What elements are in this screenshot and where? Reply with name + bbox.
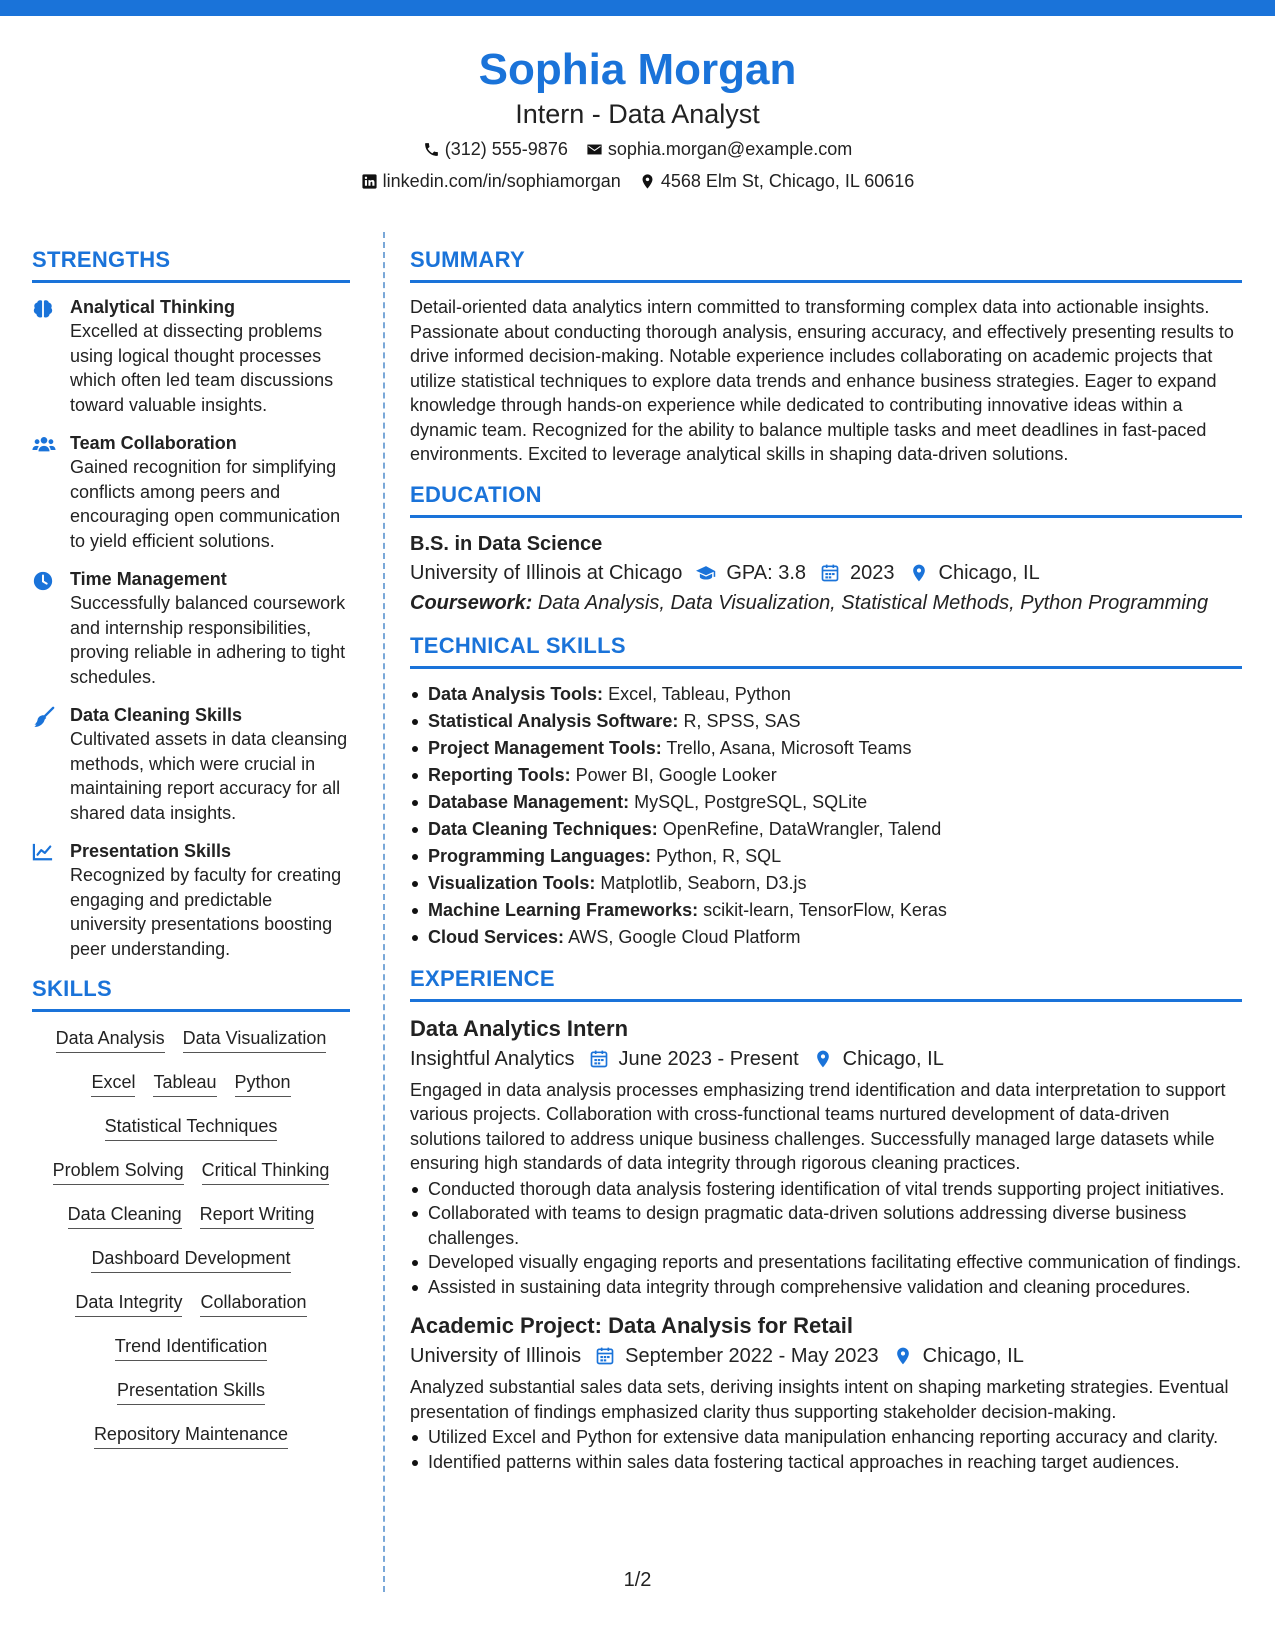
map-pin-icon xyxy=(813,1049,833,1069)
map-pin-icon xyxy=(909,563,929,583)
list-item: Developed visually engaging reports and presentations facilitating effective communication of findings. xyxy=(410,1250,1242,1275)
skill-tag: Problem Solving xyxy=(53,1158,184,1185)
right-column xyxy=(410,246,1242,1488)
top-accent-bar xyxy=(0,0,1275,16)
tech-skill-value: scikit-learn, TensorFlow, Keras xyxy=(703,899,947,920)
graduation-cap-icon xyxy=(696,563,716,583)
tech-skill-value: R, SPSS, SAS xyxy=(683,710,801,731)
summary-text: Detail-oriented data analytics intern committed to transforming complex data into actionable insights. Passionate about conducting thorough analysis, ensuring accuracy, and effectively presenting results to drive informed decision-making. Notable experience includes collaborating on academic projects that utilize statistical techniques to explore data trends and enhance business strategies. Eager to expand knowledge through hands-on experience while dedicated to contributing innovative ideas within a dynamic team. Recognized for the ability to balance multiple tasks and meet deadlines in fast-paced environments. Excited to leverage analytical skills in shaping data-driven solutions. xyxy=(410,297,1234,464)
skill-row xyxy=(32,1026,350,1053)
strength-item xyxy=(32,431,350,553)
strength-title: Data Cleaning Skills xyxy=(70,705,243,725)
skill-tag: Repository Maintenance xyxy=(94,1422,288,1449)
list-item xyxy=(410,762,1242,789)
tech-skill-value: OpenRefine, DataWrangler, Talend xyxy=(662,818,942,839)
job-title: Academic Project: Data Analysis for Retail xyxy=(410,1313,854,1338)
skill-row xyxy=(32,1334,350,1361)
skill-tag: Presentation Skills xyxy=(117,1378,265,1405)
tech-skill-value: Python, R, SQL xyxy=(656,845,782,866)
skill-tag: Data Visualization xyxy=(183,1026,327,1053)
linkedin-contact[interactable] xyxy=(361,166,621,196)
strength-item xyxy=(32,703,350,825)
list-item: Conducted thorough data analysis fostering identification of vital trends supporting project initiatives. xyxy=(410,1177,1242,1202)
linkedin-icon xyxy=(361,173,378,190)
strength-desc: Excelled at dissecting problems using logical thought processes which often led team discussions toward valuable insights. xyxy=(70,321,334,415)
education-degree: B.S. in Data Science xyxy=(410,532,603,555)
skills-list xyxy=(32,1026,350,1449)
strength-desc: Recognized by faculty for creating engaging and predictable university presentations boosting peer understanding. xyxy=(70,865,342,959)
list-item xyxy=(410,816,1242,843)
skills-title: SKILLS xyxy=(32,975,350,1012)
experience-title: EXPERIENCE xyxy=(410,965,1242,1002)
tech-skill-label: Project Management Tools: xyxy=(428,737,662,758)
envelope-icon xyxy=(586,141,603,158)
phone-text: (312) 555-9876 xyxy=(444,139,568,159)
education-meta xyxy=(410,558,1242,588)
strength-desc: Gained recognition for simplifying conflicts among peers and encouraging open communication to yield efficient solutions. xyxy=(70,457,341,551)
strength-desc: Successfully balanced coursework and internship responsibilities, proving reliable in adhering to tight schedules. xyxy=(70,593,346,687)
candidate-name: Sophia Morgan xyxy=(478,45,797,94)
email-contact[interactable] xyxy=(586,134,852,164)
summary-section xyxy=(410,246,1242,467)
job-entry xyxy=(410,1014,1242,1300)
clock-icon xyxy=(32,570,54,592)
list-item xyxy=(410,789,1242,816)
summary-title: SUMMARY xyxy=(410,246,1242,283)
strengths-title: STRENGTHS xyxy=(32,246,350,283)
skill-tag: Collaboration xyxy=(200,1290,306,1317)
skill-tag: Statistical Techniques xyxy=(105,1114,278,1141)
job-description: Engaged in data analysis processes emphasizing trend identification and data interpretation to support various projects. Collaboration with cross-functional teams nurtured development of data-driven solutions tailored to address unique business challenges. Successfully managed large datasets while ensuring high standards of data integrity through rigorous cleaning practices. xyxy=(410,1079,1226,1173)
strength-title: Team Collaboration xyxy=(70,433,237,453)
education-coursework xyxy=(410,588,1242,618)
address-contact xyxy=(639,166,915,196)
skill-tag: Trend Identification xyxy=(115,1334,267,1361)
list-item xyxy=(410,843,1242,870)
job-meta xyxy=(410,1044,1242,1074)
skill-tag: Data Cleaning xyxy=(68,1202,182,1229)
technical-skills-list xyxy=(410,681,1242,951)
job-dates: September 2022 - May 2023 xyxy=(625,1345,879,1367)
page-number: 1/2 xyxy=(623,1569,652,1591)
skill-tag: Excel xyxy=(91,1070,135,1097)
skill-tag: Dashboard Development xyxy=(91,1246,290,1273)
strength-desc: Cultivated assets in data cleansing methods, which were crucial in maintaining report accuracy for all shared data insights. xyxy=(70,729,348,823)
skill-row xyxy=(32,1202,350,1229)
skill-row xyxy=(32,1422,350,1449)
tech-skill-label: Statistical Analysis Software: xyxy=(428,710,679,731)
technical-skills-title: TECHNICAL SKILLS xyxy=(410,632,1242,669)
calendar-icon xyxy=(595,1346,615,1366)
column-divider xyxy=(383,232,385,1592)
calendar-icon xyxy=(820,563,840,583)
education-location: Chicago, IL xyxy=(938,561,1040,584)
phone-contact xyxy=(423,134,568,164)
job-entry xyxy=(410,1311,1242,1474)
list-item xyxy=(410,708,1242,735)
tech-skill-value: Trello, Asana, Microsoft Teams xyxy=(666,737,912,758)
education-year: 2023 xyxy=(850,561,895,584)
list-item xyxy=(410,870,1242,897)
list-item: Assisted in sustaining data integrity through comprehensive validation and cleaning procedures. xyxy=(410,1275,1242,1300)
tech-skill-label: Cloud Services: xyxy=(428,926,565,947)
left-column xyxy=(32,246,350,1466)
strength-item xyxy=(32,839,350,961)
list-item: Identified patterns within sales data fostering tactical approaches in reaching target audiences. xyxy=(410,1450,1242,1475)
skill-row xyxy=(32,1378,350,1405)
job-company: Insightful Analytics xyxy=(410,1047,575,1070)
technical-skills-section xyxy=(410,632,1242,951)
coursework-text: Data Analysis, Data Visualization, Statistical Methods, Python Programming xyxy=(537,591,1209,614)
tech-skill-label: Data Cleaning Techniques: xyxy=(428,818,658,839)
strength-item xyxy=(32,567,350,689)
job-title: Data Analytics Intern xyxy=(410,1015,629,1041)
job-bullets xyxy=(410,1177,1242,1300)
job-description: Analyzed substantial sales data sets, deriving insights intent on shaping marketing strategies. Eventual presentation of findings emphasized clarity thus supporting stakeholder decision-making. xyxy=(410,1377,1229,1422)
contact-row-1 xyxy=(0,134,1275,164)
tech-skill-label: Data Analysis Tools: xyxy=(428,683,604,704)
tech-skill-value: MySQL, PostgreSQL, SQLite xyxy=(634,791,868,812)
job-meta xyxy=(410,1341,1242,1371)
candidate-role: Intern - Data Analyst xyxy=(515,99,760,129)
address-text: 4568 Elm St, Chicago, IL 60616 xyxy=(660,171,915,191)
skill-tag: Report Writing xyxy=(200,1202,315,1229)
list-item xyxy=(410,735,1242,762)
phone-icon xyxy=(423,141,440,158)
strength-title: Analytical Thinking xyxy=(70,297,236,317)
skill-tag: Data Analysis xyxy=(56,1026,165,1053)
list-item xyxy=(410,681,1242,708)
skill-row xyxy=(32,1114,350,1141)
tech-skill-label: Reporting Tools: xyxy=(428,764,571,785)
email-text[interactable]: sophia.morgan@example.com xyxy=(607,139,853,159)
education-school: University of Illinois at Chicago xyxy=(410,561,683,584)
education-title: EDUCATION xyxy=(410,481,1242,518)
education-gpa: GPA: 3.8 xyxy=(726,561,807,584)
experience-section xyxy=(410,965,1242,1475)
list-item: Collaborated with teams to design pragmatic data-driven solutions addressing diverse business challenges. xyxy=(410,1201,1242,1250)
chart-line-icon xyxy=(32,842,54,862)
skill-tag: Python xyxy=(235,1070,291,1097)
job-bullets xyxy=(410,1425,1242,1474)
job-dates: June 2023 - Present xyxy=(618,1047,799,1070)
broom-icon xyxy=(32,706,56,728)
tech-skill-value: Matplotlib, Seaborn, D3.js xyxy=(600,872,807,893)
skill-tag: Tableau xyxy=(153,1070,216,1097)
skill-row xyxy=(32,1070,350,1097)
list-item xyxy=(410,924,1242,951)
tech-skill-label: Programming Languages: xyxy=(428,845,652,866)
job-location: Chicago, IL xyxy=(842,1047,944,1070)
skill-tag: Critical Thinking xyxy=(202,1158,330,1185)
tech-skill-value: AWS, Google Cloud Platform xyxy=(568,926,801,947)
job-company: University of Illinois xyxy=(410,1345,582,1367)
users-icon xyxy=(32,434,56,454)
skill-tag: Data Integrity xyxy=(75,1290,182,1317)
tech-skill-value: Power BI, Google Looker xyxy=(575,764,777,785)
tech-skill-label: Machine Learning Frameworks: xyxy=(428,899,699,920)
calendar-icon xyxy=(589,1049,609,1069)
resume-header xyxy=(0,40,1275,196)
strength-title: Presentation Skills xyxy=(70,841,232,861)
tech-skill-label: Database Management: xyxy=(428,791,630,812)
brain-icon xyxy=(32,298,54,320)
education-section xyxy=(410,481,1242,618)
list-item: Utilized Excel and Python for extensive data manipulation enhancing reporting accuracy and clarity. xyxy=(410,1425,1242,1450)
contact-row-2 xyxy=(0,166,1275,196)
linkedin-text[interactable]: linkedin.com/in/sophiamorgan xyxy=(382,171,621,191)
skill-row xyxy=(32,1158,350,1185)
coursework-label: Coursework: xyxy=(410,591,533,614)
map-pin-icon xyxy=(893,1346,913,1366)
skill-row xyxy=(32,1246,350,1273)
skill-row xyxy=(32,1290,350,1317)
strength-title: Time Management xyxy=(70,569,227,589)
job-location: Chicago, IL xyxy=(922,1345,1024,1367)
tech-skill-value: Excel, Tableau, Python xyxy=(608,683,791,704)
tech-skill-label: Visualization Tools: xyxy=(428,872,596,893)
list-item xyxy=(410,897,1242,924)
map-pin-icon xyxy=(639,173,656,190)
strength-item xyxy=(32,295,350,417)
